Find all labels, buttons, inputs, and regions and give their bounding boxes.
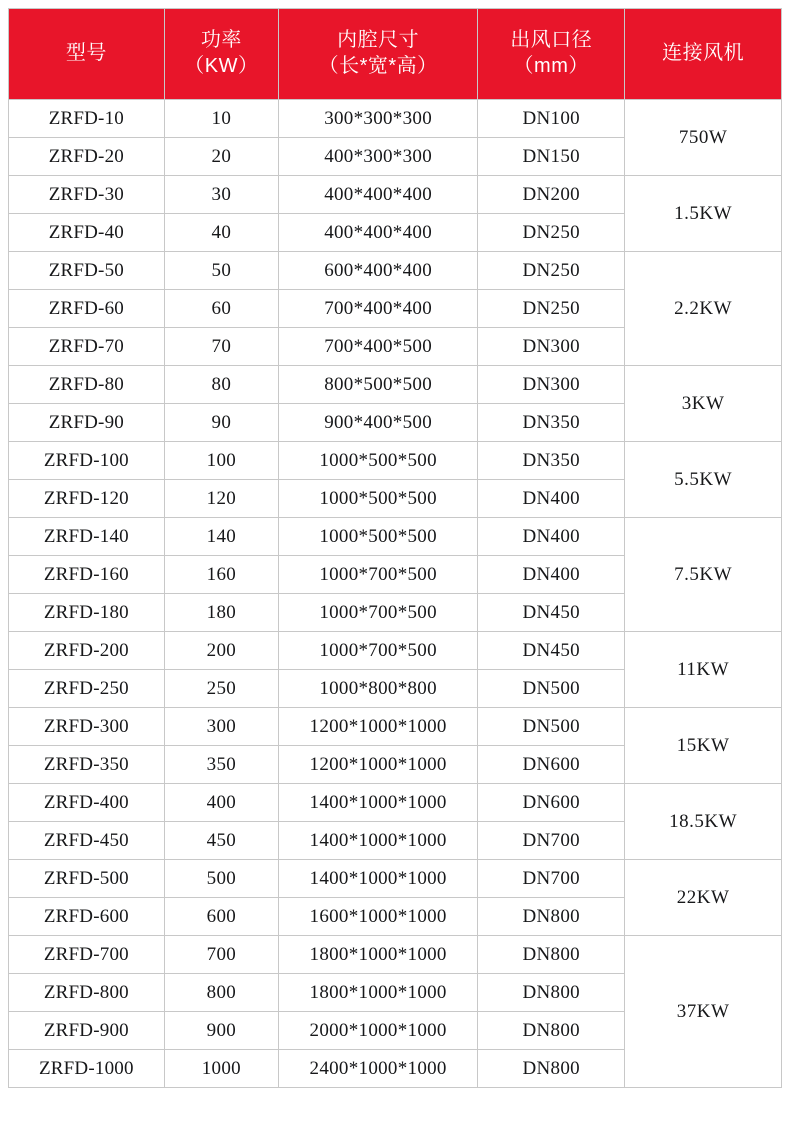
cell-power: 50	[164, 252, 278, 290]
table-row	[9, 366, 782, 404]
cell-model: ZRFD-500	[9, 860, 165, 898]
table-body	[9, 100, 782, 1088]
cell-outlet-diameter: DN350	[478, 442, 625, 480]
cell-chamber-size: 1800*1000*1000	[279, 936, 478, 974]
cell-outlet-diameter: DN800	[478, 1012, 625, 1050]
cell-chamber-size: 1400*1000*1000	[279, 822, 478, 860]
cell-connected-fan: 3KW	[625, 366, 782, 442]
cell-model: ZRFD-700	[9, 936, 165, 974]
cell-power: 80	[164, 366, 278, 404]
cell-power: 10	[164, 100, 278, 138]
table-row	[9, 252, 782, 290]
specification-table	[8, 8, 782, 1088]
table-header	[9, 9, 782, 100]
cell-power: 500	[164, 860, 278, 898]
cell-outlet-diameter: DN150	[478, 138, 625, 176]
cell-outlet-diameter: DN450	[478, 594, 625, 632]
cell-outlet-diameter: DN100	[478, 100, 625, 138]
cell-model: ZRFD-350	[9, 746, 165, 784]
column-header-connected-fan	[625, 9, 782, 100]
cell-model: ZRFD-180	[9, 594, 165, 632]
column-header-outlet-diameter-line1: 出风口径	[510, 29, 593, 52]
cell-power: 450	[164, 822, 278, 860]
cell-outlet-diameter: DN500	[478, 670, 625, 708]
cell-chamber-size: 1200*1000*1000	[279, 708, 478, 746]
cell-outlet-diameter: DN500	[478, 708, 625, 746]
cell-model: ZRFD-100	[9, 442, 165, 480]
cell-chamber-size: 1000*800*800	[279, 670, 478, 708]
cell-power: 120	[164, 480, 278, 518]
column-header-outlet-diameter	[478, 9, 625, 100]
cell-model: ZRFD-60	[9, 290, 165, 328]
cell-power: 60	[164, 290, 278, 328]
cell-outlet-diameter: DN800	[478, 936, 625, 974]
cell-outlet-diameter: DN400	[478, 556, 625, 594]
column-header-power	[164, 9, 278, 100]
cell-outlet-diameter: DN800	[478, 974, 625, 1012]
cell-outlet-diameter: DN300	[478, 328, 625, 366]
cell-outlet-diameter: DN700	[478, 860, 625, 898]
cell-connected-fan: 1.5KW	[625, 176, 782, 252]
cell-chamber-size: 1000*700*500	[279, 632, 478, 670]
cell-power: 200	[164, 632, 278, 670]
cell-outlet-diameter: DN800	[478, 898, 625, 936]
cell-outlet-diameter: DN250	[478, 252, 625, 290]
cell-model: ZRFD-10	[9, 100, 165, 138]
table-row	[9, 100, 782, 138]
cell-chamber-size: 700*400*500	[279, 328, 478, 366]
cell-model: ZRFD-800	[9, 974, 165, 1012]
cell-connected-fan: 11KW	[625, 632, 782, 708]
cell-power: 140	[164, 518, 278, 556]
column-header-chamber-size	[279, 9, 478, 100]
column-header-outlet-diameter-line2: （mm）	[513, 55, 589, 77]
cell-power: 70	[164, 328, 278, 366]
cell-chamber-size: 400*400*400	[279, 214, 478, 252]
cell-model: ZRFD-70	[9, 328, 165, 366]
table-row	[9, 936, 782, 974]
table-header-row	[9, 9, 782, 100]
column-header-power-line1: 功率	[200, 29, 242, 52]
cell-power: 300	[164, 708, 278, 746]
cell-chamber-size: 1000*700*500	[279, 594, 478, 632]
cell-outlet-diameter: DN700	[478, 822, 625, 860]
cell-connected-fan: 18.5KW	[625, 784, 782, 860]
cell-model: ZRFD-600	[9, 898, 165, 936]
cell-power: 350	[164, 746, 278, 784]
column-header-model	[9, 9, 165, 100]
cell-connected-fan: 22KW	[625, 860, 782, 936]
column-header-chamber-size-line1: 内腔尺寸	[337, 29, 420, 52]
cell-model: ZRFD-450	[9, 822, 165, 860]
cell-outlet-diameter: DN400	[478, 480, 625, 518]
cell-outlet-diameter: DN350	[478, 404, 625, 442]
cell-power: 180	[164, 594, 278, 632]
cell-model: ZRFD-900	[9, 1012, 165, 1050]
cell-chamber-size: 1000*500*500	[279, 442, 478, 480]
cell-chamber-size: 1400*1000*1000	[279, 784, 478, 822]
cell-outlet-diameter: DN200	[478, 176, 625, 214]
cell-chamber-size: 1200*1000*1000	[279, 746, 478, 784]
cell-power: 100	[164, 442, 278, 480]
cell-power: 20	[164, 138, 278, 176]
cell-outlet-diameter: DN300	[478, 366, 625, 404]
cell-power: 600	[164, 898, 278, 936]
cell-chamber-size: 1400*1000*1000	[279, 860, 478, 898]
cell-chamber-size: 2400*1000*1000	[279, 1050, 478, 1088]
cell-outlet-diameter: DN250	[478, 214, 625, 252]
cell-model: ZRFD-1000	[9, 1050, 165, 1088]
cell-chamber-size: 1000*500*500	[279, 518, 478, 556]
cell-power: 160	[164, 556, 278, 594]
cell-chamber-size: 700*400*400	[279, 290, 478, 328]
table-row	[9, 784, 782, 822]
cell-chamber-size: 600*400*400	[279, 252, 478, 290]
cell-model: ZRFD-400	[9, 784, 165, 822]
table-row	[9, 860, 782, 898]
table-row	[9, 176, 782, 214]
cell-power: 900	[164, 1012, 278, 1050]
table-row	[9, 632, 782, 670]
table-row	[9, 708, 782, 746]
cell-connected-fan: 5.5KW	[625, 442, 782, 518]
cell-power: 800	[164, 974, 278, 1012]
cell-model: ZRFD-300	[9, 708, 165, 746]
cell-outlet-diameter: DN600	[478, 784, 625, 822]
cell-power: 1000	[164, 1050, 278, 1088]
cell-model: ZRFD-40	[9, 214, 165, 252]
cell-chamber-size: 900*400*500	[279, 404, 478, 442]
cell-outlet-diameter: DN600	[478, 746, 625, 784]
cell-chamber-size: 400*400*400	[279, 176, 478, 214]
table-row	[9, 518, 782, 556]
cell-model: ZRFD-20	[9, 138, 165, 176]
cell-outlet-diameter: DN800	[478, 1050, 625, 1088]
cell-model: ZRFD-200	[9, 632, 165, 670]
cell-chamber-size: 1600*1000*1000	[279, 898, 478, 936]
cell-chamber-size: 1800*1000*1000	[279, 974, 478, 1012]
cell-chamber-size: 800*500*500	[279, 366, 478, 404]
cell-chamber-size: 1000*500*500	[279, 480, 478, 518]
column-header-connected-fan-line1: 连接风机	[662, 42, 745, 65]
cell-connected-fan: 2.2KW	[625, 252, 782, 366]
cell-model: ZRFD-140	[9, 518, 165, 556]
cell-model: ZRFD-250	[9, 670, 165, 708]
cell-power: 30	[164, 176, 278, 214]
cell-outlet-diameter: DN450	[478, 632, 625, 670]
cell-connected-fan: 7.5KW	[625, 518, 782, 632]
cell-power: 400	[164, 784, 278, 822]
cell-connected-fan: 15KW	[625, 708, 782, 784]
cell-outlet-diameter: DN250	[478, 290, 625, 328]
cell-outlet-diameter: DN400	[478, 518, 625, 556]
cell-model: ZRFD-80	[9, 366, 165, 404]
column-header-power-line2: （KW）	[184, 55, 259, 77]
cell-connected-fan: 37KW	[625, 936, 782, 1088]
column-header-chamber-size-line2: （长*宽*高）	[318, 55, 438, 77]
cell-chamber-size: 2000*1000*1000	[279, 1012, 478, 1050]
cell-model: ZRFD-120	[9, 480, 165, 518]
table-row	[9, 442, 782, 480]
cell-model: ZRFD-90	[9, 404, 165, 442]
column-header-model-line1: 型号	[65, 42, 107, 65]
cell-model: ZRFD-50	[9, 252, 165, 290]
cell-chamber-size: 400*300*300	[279, 138, 478, 176]
cell-power: 250	[164, 670, 278, 708]
cell-chamber-size: 300*300*300	[279, 100, 478, 138]
cell-power: 40	[164, 214, 278, 252]
cell-power: 700	[164, 936, 278, 974]
cell-model: ZRFD-30	[9, 176, 165, 214]
cell-chamber-size: 1000*700*500	[279, 556, 478, 594]
cell-connected-fan: 750W	[625, 100, 782, 176]
cell-model: ZRFD-160	[9, 556, 165, 594]
cell-power: 90	[164, 404, 278, 442]
